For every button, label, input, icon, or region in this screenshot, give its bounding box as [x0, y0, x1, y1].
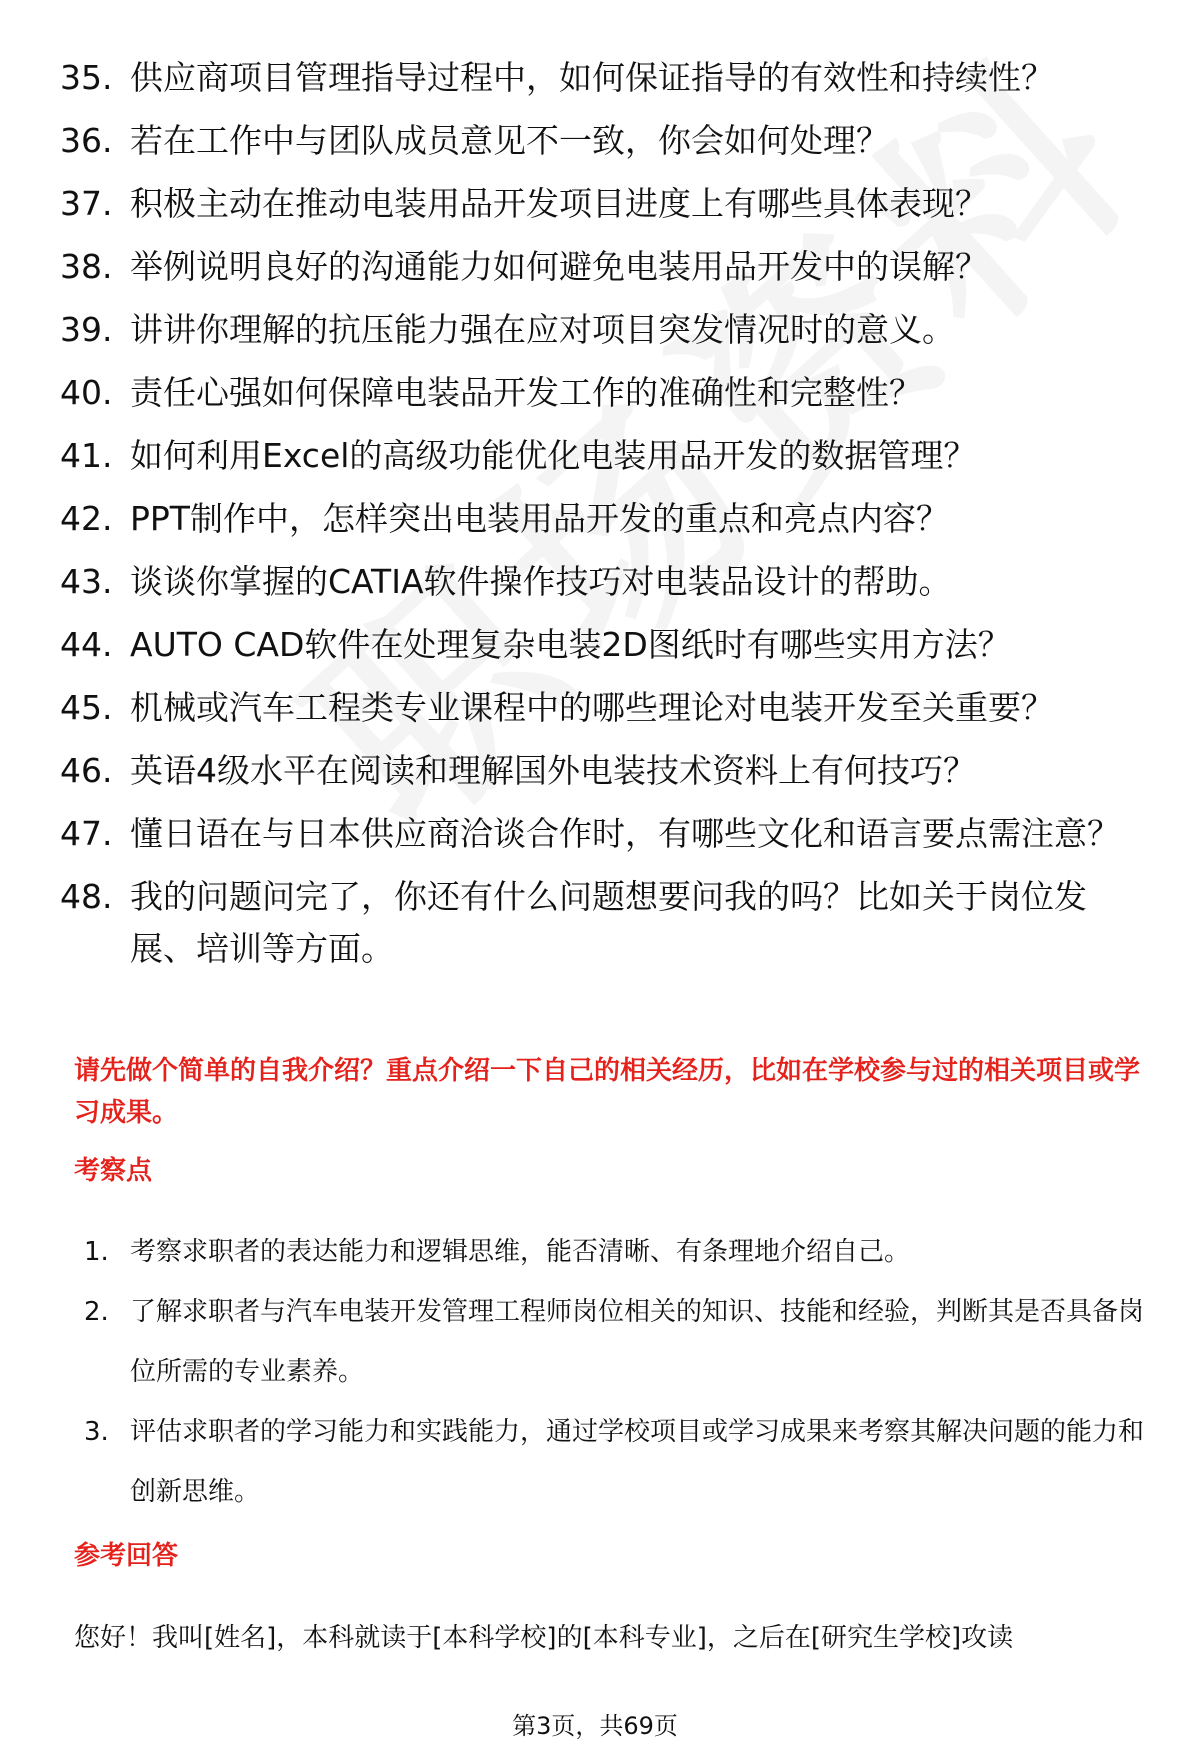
point-text: 评估求职者的学习能力和实践能力，通过学校项目或学习成果来考察其解决问题的能力和创新思维。	[130, 1417, 1145, 1507]
question-number: 46.	[60, 751, 113, 790]
question-number: 37.	[60, 184, 113, 223]
page-footer: 第3页，共69页	[512, 1712, 678, 1740]
question-item	[60, 808, 1160, 860]
question-item	[60, 493, 1160, 545]
question-item	[60, 430, 1160, 482]
point-text: 了解求职者与汽车电装开发管理工程师岗位相关的知识、技能和经验，判断其是否具备岗位所需的专业素养。	[130, 1297, 1145, 1387]
answer-text: 您好！我叫[姓名]，本科就读于[本科学校]的[本科专业]，之后在[研究生学校]攻读	[74, 1623, 1014, 1653]
examine-point	[84, 1402, 1159, 1522]
question-item	[60, 745, 1160, 797]
examine-point	[84, 1282, 1159, 1402]
question-text: 供应商项目管理指导过程中，如何保证指导的有效性和持续性？	[130, 58, 1054, 97]
question-number: 44.	[60, 625, 113, 664]
question-number: 47.	[60, 814, 113, 853]
point-text: 考察求职者的表达能力和逻辑思维，能否清晰、有条理地介绍自己。	[130, 1237, 911, 1267]
point-number: 3.	[84, 1417, 109, 1447]
question-item	[60, 304, 1160, 356]
question-item	[60, 619, 1160, 671]
question-number: 45.	[60, 688, 113, 727]
examine-point	[84, 1222, 1159, 1282]
question-item	[60, 556, 1160, 608]
question-number: 36.	[60, 121, 113, 160]
question-item	[60, 871, 1160, 975]
question-item	[60, 178, 1160, 230]
question-item	[60, 367, 1160, 419]
question-text: 讲讲你理解的抗压能力强在应对项目突发情况时的意义。	[130, 310, 955, 349]
question-number: 41.	[60, 436, 113, 475]
point-number: 2.	[84, 1297, 109, 1327]
question-text: PPT制作中，怎样突出电装用品开发的重点和亮点内容？	[130, 499, 949, 538]
question-list	[60, 52, 1160, 986]
question-text: 积极主动在推动电装用品开发项目进度上有哪些具体表现？	[130, 184, 988, 223]
question-text: 如何利用Excel的高级功能优化电装用品开发的数据管理？	[130, 436, 977, 475]
highlight-question: 请先做个简单的自我介绍？重点介绍一下自己的相关经历，比如在学校参与过的相关项目或学习成果。	[74, 1056, 1141, 1128]
question-number: 48.	[60, 877, 113, 916]
examine-section-title: 考察点	[74, 1156, 153, 1186]
question-item	[60, 52, 1160, 104]
question-text: AUTO CAD软件在处理复杂电装2D图纸时有哪些实用方法？	[130, 625, 1011, 664]
question-number: 39.	[60, 310, 113, 349]
question-number: 40.	[60, 373, 113, 412]
question-item	[60, 115, 1160, 167]
question-text: 若在工作中与团队成员意见不一致，你会如何处理？	[130, 121, 889, 160]
question-text: 责任心强如何保障电装品开发工作的准确性和完整性？	[130, 373, 922, 412]
question-number: 43.	[60, 562, 113, 601]
point-number: 1.	[84, 1237, 109, 1267]
question-text: 举例说明良好的沟通能力如何避免电装用品开发中的误解？	[130, 247, 988, 286]
question-text: 英语4级水平在阅读和理解国外电装技术资料上有何技巧？	[130, 751, 976, 790]
question-text: 我的问题问完了，你还有什么问题想要问我的吗？比如关于岗位发展、培训等方面。	[130, 877, 1087, 968]
answer-section-title: 参考回答	[74, 1541, 179, 1571]
question-text: 懂日语在与日本供应商洽谈合作时，有哪些文化和语言要点需注意？	[130, 814, 1120, 853]
question-text: 谈谈你掌握的CATIA软件操作技巧对电装品设计的帮助。	[130, 562, 952, 601]
question-item	[60, 682, 1160, 734]
question-number: 38.	[60, 247, 113, 286]
question-text: 机械或汽车工程类专业课程中的哪些理论对电装开发至关重要？	[130, 688, 1054, 727]
question-item	[60, 241, 1160, 293]
question-number: 35.	[60, 58, 113, 97]
examine-point-list	[84, 1222, 1159, 1522]
question-number: 42.	[60, 499, 113, 538]
